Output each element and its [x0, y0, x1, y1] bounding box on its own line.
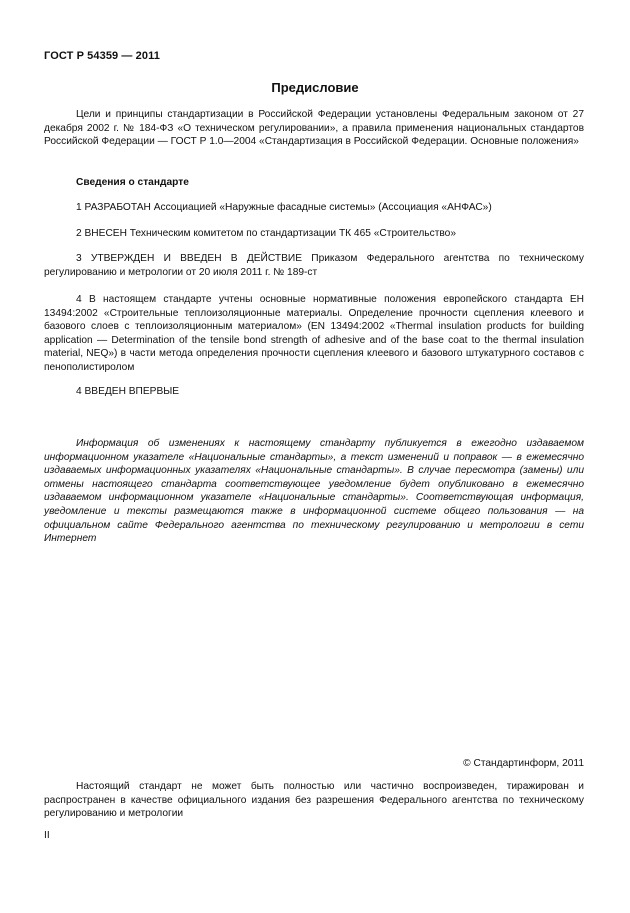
item-5: 4 ВВЕДЕН ВПЕРВЫЕ [76, 386, 180, 397]
page-number: II [44, 830, 50, 841]
intro-paragraph: Цели и принципы стандартизации в Российской Федерации установлены Федеральным законом от 27 декабря 2002 г. № 184-ФЗ «О техническом регулировании», а правила применения национальных стандартов Российской Федерации — ГОСТ Р 1.0—2004 «Стандартизация в Российской Федерации. Основные положения» [44, 109, 584, 148]
item-4: 4 В настоящем стандарте учтены основные нормативные положения европейского стандарта ЕН 13494:2002 «Строительные теплоизоляционные материалы. Определение прочности сцепления клеевого и базового слоев с теплоизоляционным материалом» (EN 13494:2002 «Thermal insulation products for building application — Determination of the tensile bond strength of adhesive and of the base coat to the thermal insulation material, NEQ») в части метода определения прочности сцепления клеевого и базового штукатурного составов с пенополистиролом [44, 294, 584, 373]
item-3: 3 УТВЕРЖДЕН И ВВЕДЕН В ДЕЙСТВИЕ Приказом Федерального агентства по техническому регулированию и метрологии от 20 июля 2011 г. № 189-ст [44, 253, 584, 278]
reproduction-notice: Настоящий стандарт не может быть полностью или частично воспроизведен, тиражирован и распространен в качестве официального издания без разрешения Федерального агентства по техническому регулированию и метрологии [44, 781, 584, 820]
info-notice: Информация об изменениях к настоящему стандарту публикуется в ежегодно издаваемом информационном указателе «Национальные стандарты», а текст изменений и поправок — в ежемесячно издаваемых информационных указателях «Национальные стандарты». В случае пересмотра (замены) или отмены настоящего стандарта соответствующее уведомление будет опубликовано в ежемесячно издаваемом информационном указателе «Национальные стандарты». Соответствующая информация, уведомление и тексты размещаются также в информационной системе общего пользования — на официальном сайте Федерального агентства по техническому регулированию и метрологии в сети Интернет [44, 438, 584, 545]
page-title: Предисловие [271, 80, 359, 95]
copyright-line: © Стандартинформ, 2011 [463, 758, 584, 769]
document-header: ГОСТ Р 54359 — 2011 [44, 50, 160, 62]
item-2: 2 ВНЕСЕН Техническим комитетом по стандартизации ТК 465 «Строительство» [76, 228, 456, 239]
section-heading: Сведения о стандарте [76, 177, 189, 188]
item-1: 1 РАЗРАБОТАН Ассоциацией «Наружные фасадные системы» (Ассоциация «АНФАС») [76, 202, 492, 213]
